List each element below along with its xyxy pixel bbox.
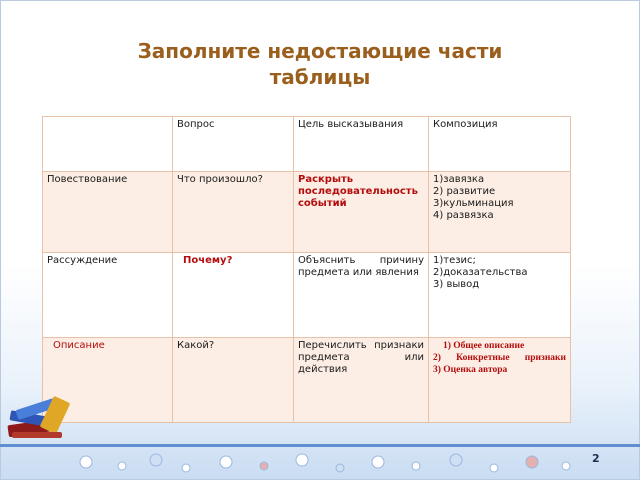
row-label-reasoning: Рассуждение: [43, 253, 173, 338]
cell-question-answer: Почему?: [173, 253, 294, 338]
composition-line: 1) Общее описание: [443, 341, 525, 351]
cell-goal: Объяснить причину предмета или явления: [294, 253, 429, 338]
composition-table: [42, 116, 571, 423]
table-row: [43, 338, 571, 423]
bubble-decoration: [0, 440, 640, 480]
composition-line: 3) Оценка автора: [433, 365, 508, 375]
table-header-row: [43, 117, 571, 172]
row-label-description: Описание: [43, 338, 173, 423]
table-row: [43, 172, 571, 253]
header-composition: Композиция: [429, 117, 571, 172]
header-question: Вопрос: [173, 117, 294, 172]
header-empty-cell: [43, 117, 173, 172]
cell-goal-answer: Раскрыть последовательность событий: [294, 172, 429, 253]
cell-goal: Перечислить признаки предмета или действия: [294, 338, 429, 423]
header-goal: Цель высказывания: [294, 117, 429, 172]
row-label-narration: Повествование: [43, 172, 173, 253]
table-row: [43, 253, 571, 338]
composition-line: 2) Конкретные признаки: [433, 353, 566, 363]
title-line-2: таблицы: [269, 65, 371, 89]
books-icon: [6, 392, 88, 444]
page-number: 2: [592, 452, 600, 465]
slide-title: [0, 38, 640, 90]
cell-composition-answer: [429, 338, 571, 423]
cell-composition: 1)завязка 2) развитие 3)кульминация 4) развязка: [429, 172, 571, 253]
cell-question: Какой?: [173, 338, 294, 423]
cell-composition: 1)тезис; 2)доказательства 3) вывод: [429, 253, 571, 338]
cell-question: Что произошло?: [173, 172, 294, 253]
title-line-1: Заполните недостающие части: [137, 39, 503, 63]
